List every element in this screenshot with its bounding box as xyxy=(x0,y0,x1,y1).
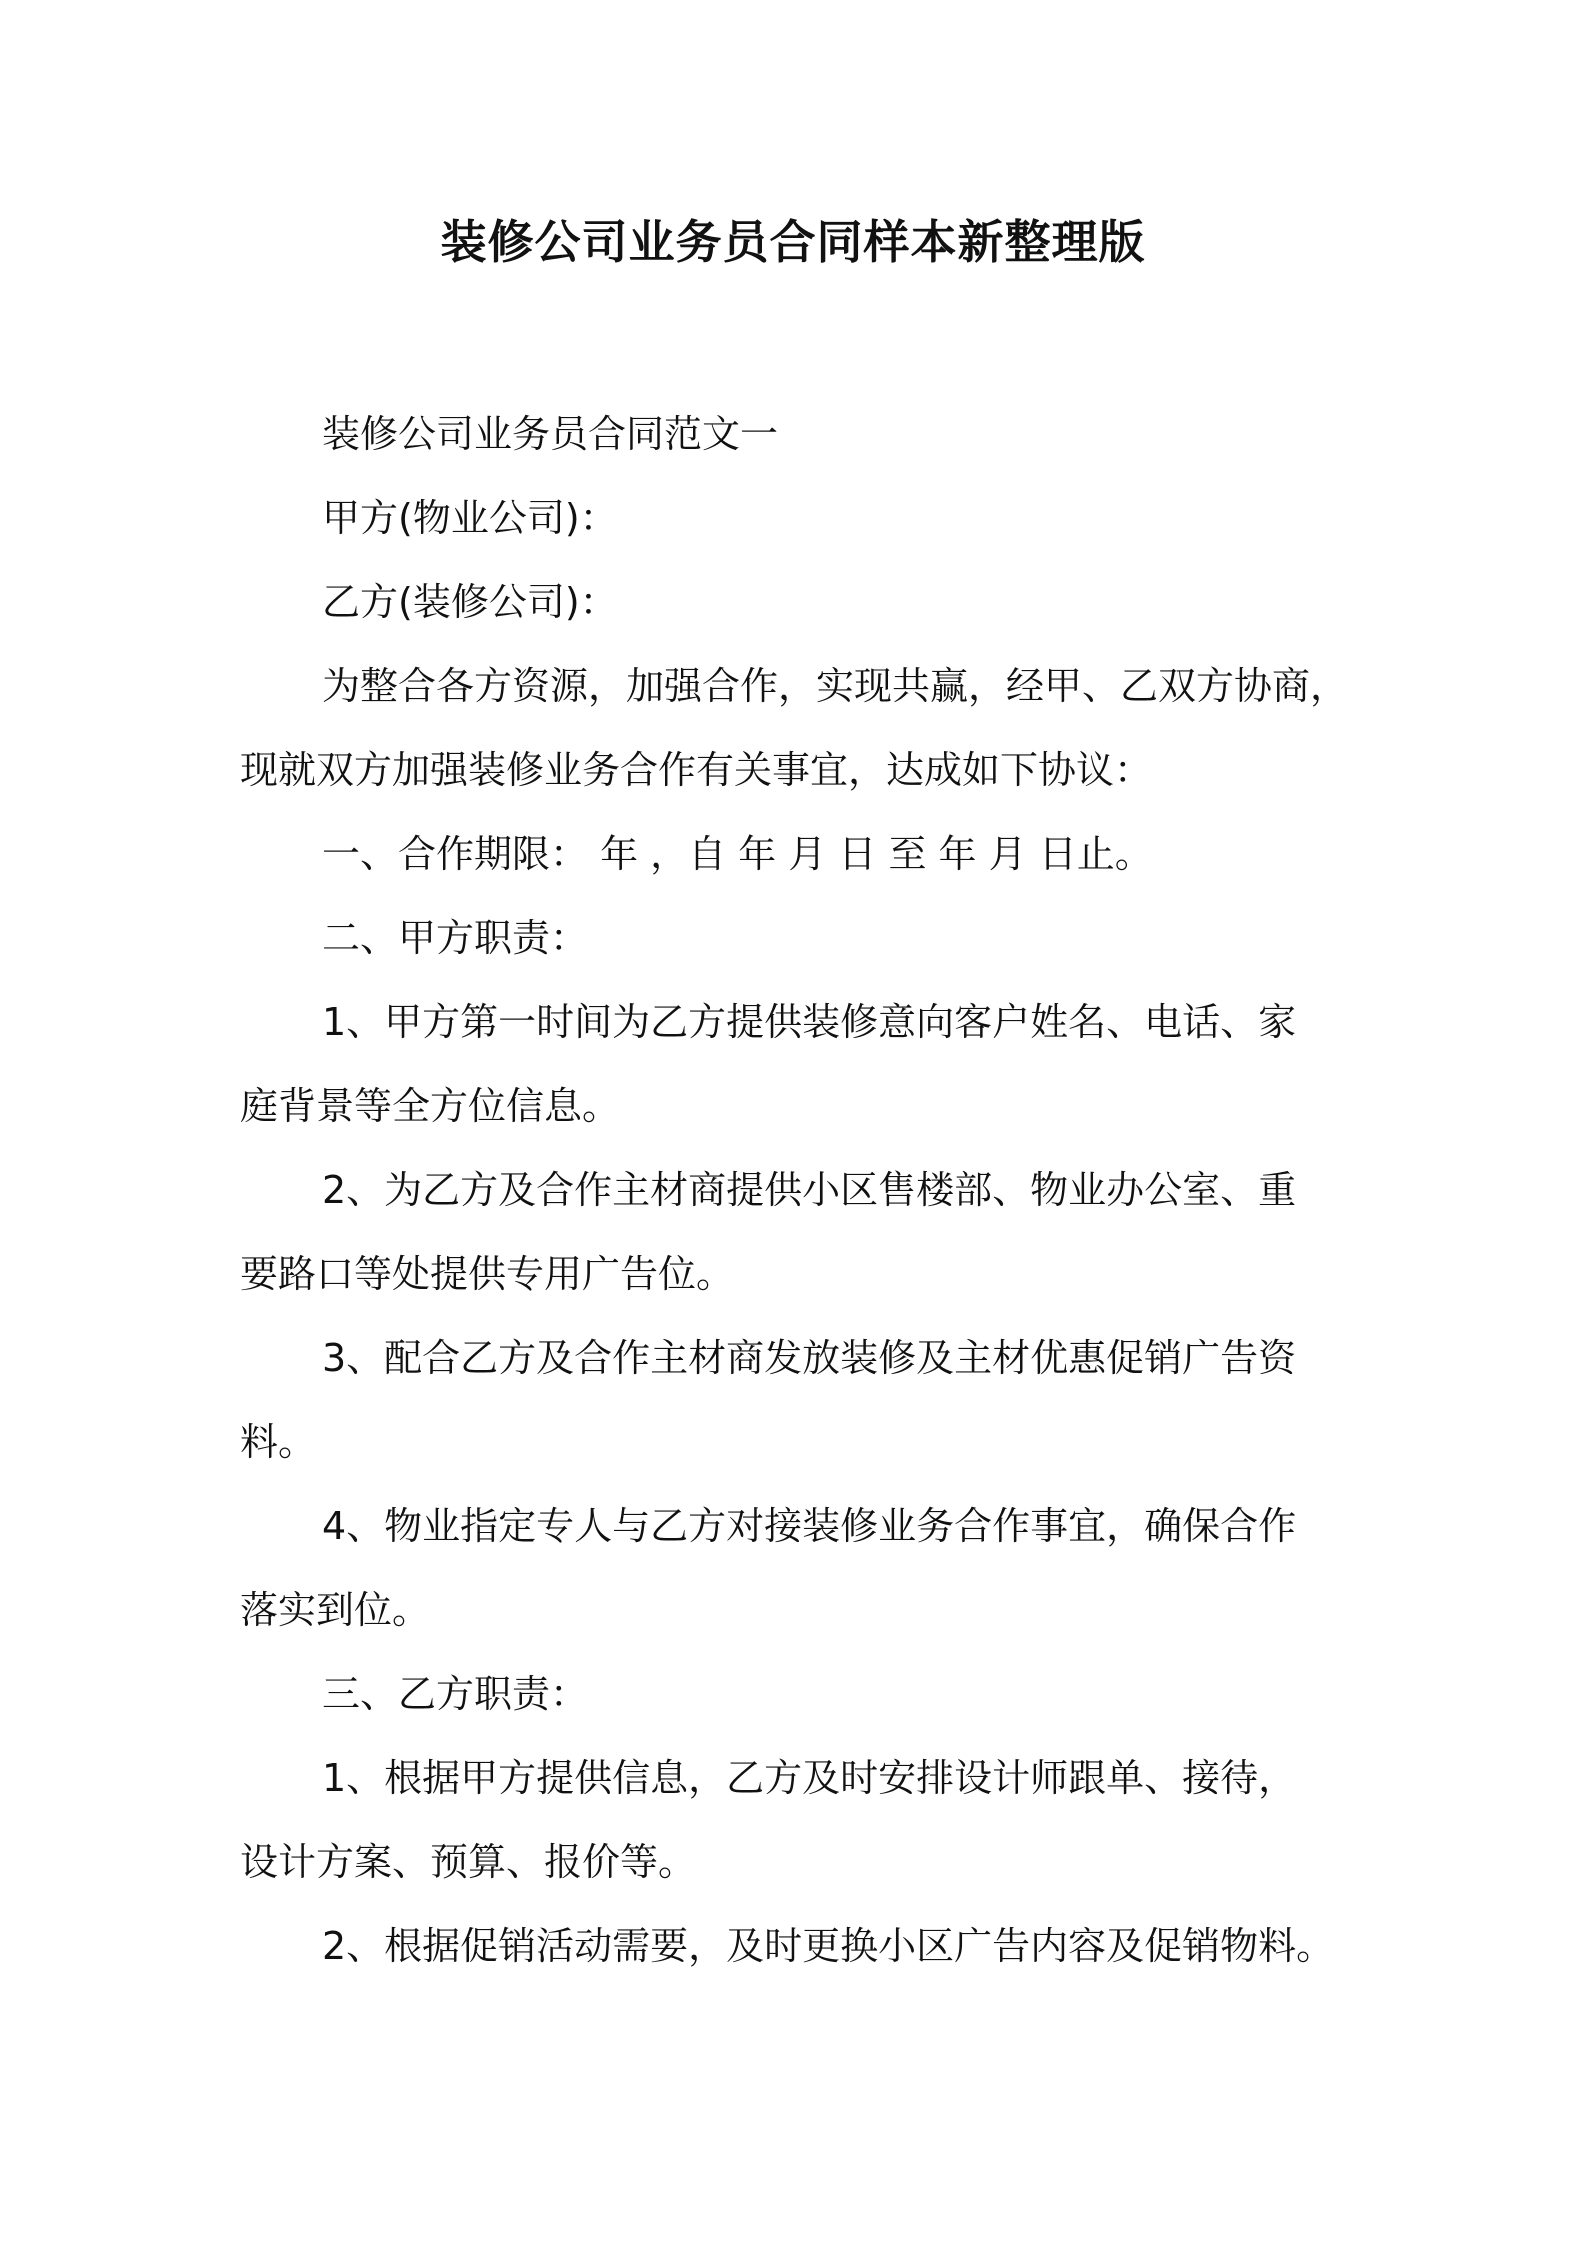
intro-line-2: 现就双方加强装修业务合作有关事宜，达成如下协议： xyxy=(240,748,1153,792)
subtitle-line: 装修公司业务员合同范文一 xyxy=(322,412,779,456)
party-a-line: 甲方(物业公司)： xyxy=(322,496,618,540)
party-a-duty-3-line-2: 料。 xyxy=(240,1420,317,1464)
party-b-duty-1-line-2: 设计方案、预算、报价等。 xyxy=(240,1840,697,1884)
party-a-duty-1-line-1: 1、甲方第一时间为乙方提供装修意向客户姓名、电话、家 xyxy=(322,1000,1297,1044)
party-a-duty-4-line-1: 4、物业指定专人与乙方对接装修业务合作事宜，确保合作 xyxy=(322,1504,1297,1548)
section-2-heading: 二、甲方职责： xyxy=(322,916,589,960)
document-title: 装修公司业务员合同样本新整理版 xyxy=(440,215,1146,269)
intro-line-1: 为整合各方资源，加强合作，实现共赢，经甲、乙双方协商， xyxy=(322,664,1349,708)
term-line: 一、合作期限： 年 ，自 年 月 日 至 年 月 日止。 xyxy=(322,832,1153,876)
party-a-duty-3-line-1: 3、配合乙方及合作主材商发放装修及主材优惠促销广告资 xyxy=(322,1336,1297,1380)
party-a-duty-4-line-2: 落实到位。 xyxy=(240,1588,431,1632)
party-b-line: 乙方(装修公司)： xyxy=(322,580,618,624)
party-b-duty-1-line-1: 1、根据甲方提供信息，乙方及时安排设计师跟单、接待， xyxy=(322,1756,1297,1800)
party-a-duty-1-line-2: 庭背景等全方位信息。 xyxy=(240,1084,621,1128)
party-a-duty-2-line-2: 要路口等处提供专用广告位。 xyxy=(240,1252,735,1296)
section-3-heading: 三、乙方职责： xyxy=(322,1672,589,1716)
party-b-duty-2-line-1: 2、根据促销活动需要，及时更换小区广告内容及促销物料。 xyxy=(322,1924,1335,1968)
party-a-duty-2-line-1: 2、为乙方及合作主材商提供小区售楼部、物业办公室、重 xyxy=(322,1168,1297,1212)
